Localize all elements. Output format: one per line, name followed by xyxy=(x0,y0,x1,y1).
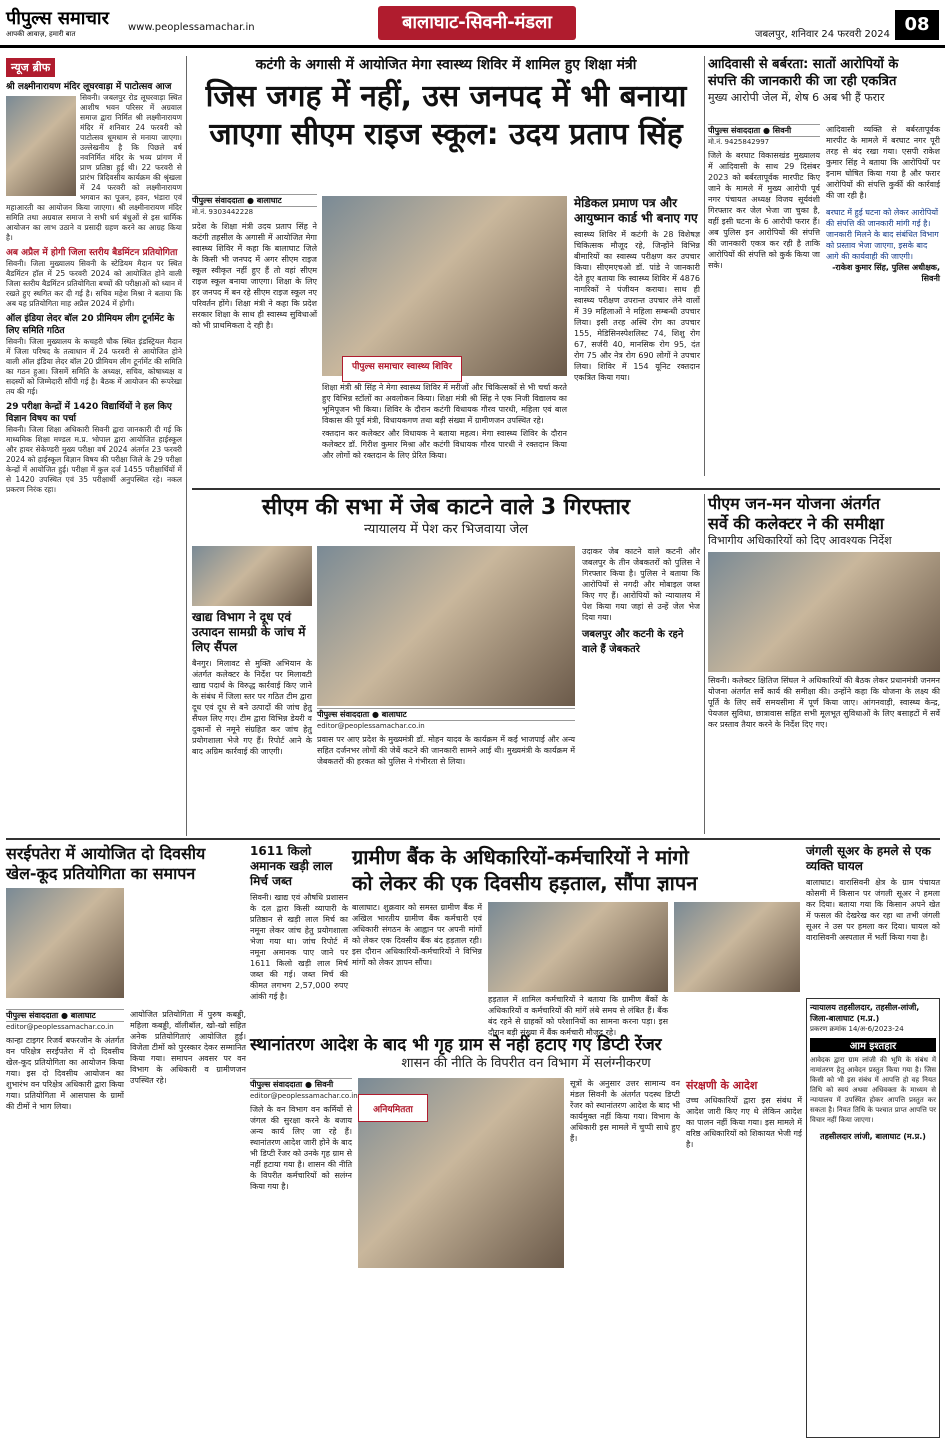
milk-product-photo xyxy=(192,546,312,606)
ranger-column-1 xyxy=(250,1078,358,1438)
tribal-headline-line1[interactable]: आदिवासी से बर्बरता: सातों आरोपियों के xyxy=(708,57,899,72)
news-brief-label: न्यूज ब्रीफ xyxy=(6,58,55,77)
tribal-column-1 xyxy=(708,124,820,472)
ranger-column-2 xyxy=(570,1078,680,1438)
bank-column-1 xyxy=(352,902,482,1028)
bank-paragraph-2: हड़ताल में शामिल कर्मचारियों ने बताया कि ग्रामीण बैंकों के अधिकारियों व कर्मचारियों की मांगें लंबे समय से लंबित हैं। बैंक बंद रहने से ग्राहकों को परेशानियों का सामना करना पड़ा। इस दौरान बड़ी संख्या में बैंक कर्मचारी मौजूद रहे। xyxy=(488,995,668,1037)
brief-headline-temple[interactable]: श्री लक्ष्मीनारायण मंदिर लूघरवाड़ा में पाटोत्सव आज xyxy=(6,82,172,92)
lead-paragraph-1: प्रदेश के शिक्षा मंत्री उदय प्रताप सिंह ने कटंगी तहसील के अगासी में आयोजित मेगा स्वास्थ्य शिविर में कहा कि बालाघाट जिले के किसी भी जनपद में अगर सीएम राइज स्कूल स्वीकृत नहीं हुए हैं तो वहां सीएम राइज स्कूल बनाया जाएगा। शिक्षा के लिए हर जनपद में बन रहे सीएम राइज स्कूल नए परिवर्तन होंगे। शिक्षा मंत्री ने कहा कि प्रदेश सरकार शिक्षा के साथ ही स्वास्थ्य सुविधाओं को भी प्राथमिकता दे रही है। xyxy=(192,222,317,330)
column-divider xyxy=(704,56,705,476)
tribal-paragraph-1: जिले के बरघाट विकासखंड मुख्यालय में आदिवासी के साथ 29 दिसंबर 2023 को बर्बरतापूर्वक मारपीट किए जाने के मामले में मुख्य आरोपी पूर्व नगर पंचायत अध्यक्ष विजय सूर्यवंशी गिरफ्तार कर जेल भेजा जा चुका है, वहीं इसी घटना के 6 आरोपी फरार हैं। अब पुलिस इन आरोपियों की संपत्ति की जानकारी एकत्र कर रही है ताकि आरोपियों की संपत्ति को कुर्क किया जा सके। xyxy=(708,151,820,270)
pm-janman-headline-line1[interactable]: पीएम जन-मन योजना अंतर्गत xyxy=(708,494,880,513)
lead-sidebar-text: स्वास्थ्य शिविर में कटंगी के 28 विशेषज्ञ चिकित्सक मौजूद रहे, जिन्होंने विभिन्न बीमारियों का स्वास्थ्य परीक्षण कर उपचार किया। सीएमएचओ डॉ. पांडे ने जानकारी देते हुए बताया कि स्वास्थ्य शिविर में 4876 नागरिकों ने पंजीयन कराया। साथ ही स्वास्थ्य परीक्षण उपरान्त उपचार लेने वालों में 39 महिलाओं ने महिला सम्बन्धी उपचार लिया। इसी तरह अस्थि रोग का उपचार 155, मेडिसिनस्पेशलिस्ट 74, शिशु रोग 67, सर्जरी 40, मानसिक रोग 95, दंत रोग 75 और नेत्र रोग 690 लोगों ने उपचार लिया। शिविर में 154 यूनिट रक्तदान एकत्रित किया गया। xyxy=(574,230,700,382)
ranger-subhead-2: संरक्षणी के आदेश xyxy=(686,1079,758,1092)
pm-janman-headline-line2[interactable]: सर्वे की कलेक्टर ने की समीक्षा xyxy=(708,514,884,533)
lead-sidebar-headline[interactable]: मेडिकल प्रमाण पत्र और आयुष्मान कार्ड भी बनाए गए xyxy=(574,196,698,225)
edition-banner: बालाघाट-सिवनी-मंडला xyxy=(378,6,576,40)
ranger-paragraph-3: उच्च अधिकारियों द्वारा इस संबंध में आदेश जारी किए गए थे लेकिन आदेश का पालन नहीं किया गया। इस मामले में वरिष्ठ अधिकारियों को शिकायत भेजी गई है। xyxy=(686,1096,802,1149)
bank-strike-photo xyxy=(488,902,668,992)
brief-text-exam: सिवनी। जिला शिक्षा अधिकारी सिवनी द्वारा जानकारी दी गई कि माध्यमिक शिक्षा मण्डल म.प्र. भोपाल द्वारा आयोजित हाईस्कूल और हायर सेकेण्डरी मुख्य परीक्षा वर्ष 2024 अंतर्गत 23 फरवरी 2024 को हाईस्कूल विज्ञान विषय की परीक्षा जिले के 29 परीक्षा केन्द्रों में आयोजित हुई। परीक्षा में कुल दर्ज 1455 परीक्षार्थियों में से 1420 उपस्थित एवं 35 परीक्षार्थी अनुपस्थित रहे। नकल प्रकरण निरंक रहा। xyxy=(6,425,182,494)
pickpocket-subhead-2: जबलपुर और कटनी के रहने वाले हैं जेबकतरे xyxy=(582,629,684,655)
ranger-story xyxy=(250,1034,802,1440)
brief-headline-badminton[interactable]: अब अप्रैल में होगी जिला स्तरीय बैडमिंटन प्रतियोगिता xyxy=(6,248,178,258)
dateline: जबलपुर, शनिवार 24 फरवरी 2024 xyxy=(755,29,890,40)
pickpocket-story xyxy=(192,494,700,834)
ranger-column-3 xyxy=(686,1078,802,1438)
notice-signature: तहसीलदार लांजी, बालाघाट (म.प्र.) xyxy=(820,1132,926,1141)
lead-column-2 xyxy=(322,382,567,484)
tribal-quote: बरघाट में हुई घटना को लेकर आरोपियों की संपत्ति की जानकारी मांगी गई है। जानकारी मिलने के बाद संबंधित विभाग को प्रस्ताव भेजा जाएगा, इसके बाद आगे की कार्यवाही की जाएगी। xyxy=(826,208,939,261)
tribal-mobile: मो.नं. 9425842997 xyxy=(708,138,770,146)
sports-paragraph-2: आयोजित प्रतियोगिता में पुरुष कबड्डी, महिला कबड्डी, वॉलीबॉल, खो-खो सहित अनेक प्रतियोगिताएं आयोजित हुईं। विजेता टीमों को पुरस्कार देकर सम्मानित किया गया। समापन अवसर पर वन विभाग के अधिकारी व ग्रामीणजन उपस्थित रहे। xyxy=(130,1010,246,1085)
tribal-column-2 xyxy=(826,124,940,472)
ranger-subheadline: शासन की नीति के विपरीत वन विभाग में सलंग्नीकरण xyxy=(401,1056,651,1071)
chili-story xyxy=(250,844,348,1024)
irregularity-tag: अनियमितता xyxy=(358,1094,428,1122)
bank-headline-line2[interactable]: को लेकर की एक दिवसीय हड़ताल, सौंपा ज्ञापन xyxy=(352,871,698,895)
boar-paragraph: बालाघाट। वारासिवनी क्षेत्र के ग्राम पंचायत कोसमी में किसान पर जंगली सूअर ने हमला कर दिया। बताया गया कि किसान अपने खेत में फसल की देखरेख कर रहा था तभी जंगली सूअर ने उस पर हमला कर दिया। घायल को वारासिवनी अस्पताल में भर्ती किया गया है। xyxy=(806,878,940,942)
tribal-story xyxy=(708,56,940,474)
bank-paragraph-1: बालाघाट। शुक्रवार को समस्त ग्रामीण बैंक में अखिल भारतीय ग्रामीण बैंक कर्मचारी एवं अधिकारी संगठन के आह्वान पर अपनी मांगों को लेकर एक दिवसीय बैंक बंद हड़ताल रही। इस दौरान अधिकारियों-कर्मचारियों ने विभिन्न मांगों को लेकर ज्ञापन सौंपा। xyxy=(352,903,482,967)
lead-headline-line2[interactable]: जाएगा सीएम राइज स्कूल: उदय प्रताप सिंह xyxy=(209,117,683,152)
section-divider xyxy=(192,488,940,490)
pickpocket-headline[interactable]: सीएम की सभा में जेब काटने वाले 3 गिरफ्तार xyxy=(261,495,631,520)
section-divider xyxy=(6,838,940,840)
boar-headline[interactable]: जंगली सूअर के हमले से एक व्यक्ति घायल xyxy=(806,844,931,873)
tribal-byline: पीपुल्स संवाददाता ● सिवनी xyxy=(708,124,820,137)
column-divider xyxy=(704,494,705,834)
brief-headline-league[interactable]: ऑल इंडिया लेदर बॉल 20 प्रीमियम लीग टूर्नामेंट के लिए समिति गठित xyxy=(6,314,175,336)
pm-janman-subheadline: विभागीय अधिकारियों को दिए आवश्यक निर्देश xyxy=(708,534,892,547)
lead-story xyxy=(192,56,700,486)
column-divider xyxy=(186,56,187,836)
logo-tagline: आपकी आवाज़, हमारी बात xyxy=(6,30,76,38)
brief-text-badminton: सिवनी। जिला मुख्यालय सिवनी के स्टेडियम मैदान पर स्थित बैडमिंटन हॉल में 25 फरवरी 2024 को आयोजित होने वाली जिला स्तरीय बैडमिंटन प्रतियोगिता बच्चों की परीक्षाओं को ध्यान में रखते हुए स्थगित कर दी गई है। सचिव महेश मिश्रा ने बताया कि अब यह प्रतियोगिता माह अप्रैल 2024 में होगी। xyxy=(6,259,182,308)
page-number: 08 xyxy=(895,10,939,40)
sports-email[interactable]: editor@peoplessamachar.co.in xyxy=(6,1023,114,1031)
sports-byline: पीपुल्स संवाददाता ● बालाघाट xyxy=(6,1009,124,1022)
ranger-byline: पीपुल्स संवाददाता ● सिवनी xyxy=(250,1078,352,1091)
bank-column-2 xyxy=(488,994,668,1037)
pickpocket-column-right xyxy=(582,546,700,832)
pickpocket-email[interactable]: editor@peoplessamachar.co.in xyxy=(317,722,425,730)
food-photo-slot xyxy=(192,546,312,606)
newspaper-logo[interactable]: पीपुल्स समाचार आपकी आवाज़, हमारी बात xyxy=(6,6,126,36)
pickpocket-subheadline: न्यायालय में पेश कर भिजवाया जेल xyxy=(363,522,529,537)
tribal-paragraph-2: आदिवासी व्यक्ति से बर्बरतापूर्वक मारपीट के मामले में बरघाट नगर पूरी तरह से बंद रखा गया। एसपी राकेश कुमार सिंह ने बताया कि आरोपियों पर इनाम घोषित किया गया है और फरार आरोपियों की संपत्ति कुर्की की कार्रवाई की जा रही है। xyxy=(826,125,940,200)
brief-text-temple: सिवनी। जबलपुर रोड लूघरवाड़ा स्थित आशीष भवन परिसर में अग्रवाल समाज द्वारा निर्मित श्री लक्ष्मीनारायण मंदिर में शनिवार 24 फरवरी को पाटोत्सव धूमधाम से मनाया जाएगा। उल्लेखनीय है कि पिछले वर्ष नवनिर्मित मंदिर के भव्य प्रांगण में प्राण प्रतिष्ठा हुई थी। 22 फरवरी से प्रारंभ त्रिदिवसीय कार्यक्रम की श्रृंखला में 24 फरवरी को लक्ष्मीनारायण भगवान का पूजन, हवन, भंडारा एवं महाआरती का आयोजन किया जाएगा। श्री लक्ष्मीनारायण मंदिर समिति तथा अग्रवाल समाज ने सभी धर्म बंधुओं से इस धार्मिक आयोजन का लाभ उठाने व प्रसादी ग्रहण करने का आग्रह किया है। xyxy=(6,93,182,242)
food-headline[interactable]: खाद्य विभाग ने दूध एवं उत्पादन सामग्री के जांच में लिए सैंपल xyxy=(192,610,306,654)
health-camp-photo-tag: पीपुल्स समाचार स्वास्थ्य शिविर xyxy=(342,356,462,382)
ranger-email[interactable]: editor@peoplessamachar.co.in xyxy=(250,1092,358,1100)
tribal-subheadline: मुख्य आरोपी जेल में, शेष 6 अब भी हैं फरार xyxy=(708,91,885,104)
lead-paragraph-2: शिक्षा मंत्री श्री सिंह ने मेगा स्वास्थ्य शिविर में मरीजों और चिकित्सकों से भी चर्चा करते हुए विभिन्न स्टॉलों का अवलोकन किया। शिक्षा मंत्री श्री सिंह ने एक निजी विद्यालय का भूमिपूजन भी किया। शिविर के दौरान कटंगी विधायक गौरव पारधी, महिला एवं बाल विकास की पूर्व मंत्री, विधायकगण तथा बड़ी संख्या में ग्रामीणजन उपस्थित रहे। xyxy=(322,383,567,425)
pickpocket-paragraph-1: प्रवास पर आए प्रदेश के मुख्यमंत्री डॉ. मोहन यादव के कार्यक्रम में कई भाजपाई और अन्य सहित दर्जनभर लोगों की जेबें कटने की जानकारी सामने आई थी। मुख्यमंत्री के कार्यक्रम में जेबकतरों की हरकत को पुलिस ने गंभीरता से लिया। xyxy=(317,735,575,766)
brief-headline-exam[interactable]: 29 परीक्षा केन्द्रों में 1420 विद्यार्थियों ने हल किए विज्ञान विषय का पर्चा xyxy=(6,402,172,424)
ranger-paragraph-1: जिले के वन विभाग वन कर्मियों से जंगल की सुरक्षा करने के बजाय अन्य कार्य लिए जा रहे हैं। स्थानांतरण आदेश जारी होने के बाद भी डिप्टी रेंजर को उनके गृह ग्राम से नहीं हटाया गया है। शासन की नीति के विपरीत कर्मचारियों को सलंग्न किया गया है। xyxy=(250,1105,352,1191)
news-brief-column xyxy=(6,56,182,686)
bank-strike-story xyxy=(352,844,800,1037)
chili-paragraph: सिवनी। खाद्य एवं औषधि प्रशासन के दल द्वारा किसी व्यापारी के प्रतिष्ठान से खड़ी लाल मिर्च का नमूना लेकर जांच हेतु प्रयोगशाला भेजा गया था। जांच रिपोर्ट में नमूना अमानक पाए जाने पर 1611 किलो खड़ी लाल मिर्च जब्त की गई। जब्त मिर्च की कीमत लगभग 2,57,000 रुपए आंकी गई है। xyxy=(250,893,348,1001)
arrested-accused-photo xyxy=(317,546,575,706)
lead-kicker: कटंगी के अगासी में आयोजित मेगा स्वास्थ्य शिविर में शामिल हुए शिक्षा मंत्री xyxy=(255,57,637,73)
notice-text: आवेदक द्वारा ग्राम लांजी की भूमि के संबंध में नामांतरण हेतु आवेदन प्रस्तुत किया गया है। जिस किसी को भी इस संबंध में आपत्ति हो वह नियत तिथि को स्वयं अथवा अधिवक्ता के माध्यम से न्यायालय में उपस्थित होकर आपत्ति प्रस्तुत कर सकता है। नियत तिथि के पश्चात प्राप्त आपत्ति पर विचार नहीं किया जाएगा। xyxy=(810,1056,936,1124)
health-camp-photo xyxy=(322,196,567,376)
chili-headline[interactable]: 1611 किलो अमानक खड़ी लाल मिर्च जब्त xyxy=(250,844,333,888)
notice-court: न्यायालय तहसीलदार, तहसील-लांजी, जिला-बालाघाट (म.प्र.) xyxy=(810,1003,920,1023)
sports-column-2 xyxy=(130,1009,246,1439)
lead-paragraph-3: रक्तदान कर कलेक्टर और विधायक ने बताया महत्व। मेगा स्वास्थ्य शिविर के दौरान कलेक्टर डॉ. गिरीश कुमार मिश्रा और कटंगी विधायक गौरव पारधी ने रक्तदान किया और लोगों को रक्तदान के लिए प्रेरित किया। xyxy=(322,429,567,460)
tribal-headline-line2[interactable]: संपत्ति की जानकारी की जा रही एकत्रित xyxy=(708,74,897,89)
legal-notice xyxy=(806,998,940,1438)
lead-sidebar xyxy=(574,196,700,486)
lead-byline: पीपुल्स संवाददाता ● बालाघाट xyxy=(192,194,317,207)
sports-event-photo xyxy=(6,888,124,998)
collector-meeting-photo xyxy=(708,552,940,672)
food-paragraph: बैनगुर। मिलावट से मुक्ति अभियान के अंतर्गत कलेक्टर के निर्देश पर मिलावटी खाद्य पदार्थ के विरुद्ध कार्रवाई किए जाने के संबंध में जिला स्तर पर गठित टीम द्वारा दूध एवं दूध से बने उत्पादों की जांच हेतु सैंपल लिए गए। टीम द्वारा विभिन्न डेयरी व दुकानों से नमूने संग्रहित कर जांच हेतु प्रयोगशाला भेजे गए हैं। रिपोर्ट आने के बाद अग्रिम कार्रवाई की जाएगी। xyxy=(192,659,312,756)
masthead xyxy=(0,0,945,48)
brief-text-league: सिवनी। जिला मुख्यालय के कचहरी चौक स्थित इंडस्ट्रियल मैदान में जिला परिषद के तत्वाधान में 24 फरवरी से आयोजित होने वाली ऑल इंडिया लेदर बॉल 20 प्रीमियम लीग टूर्नामेंट की समिति का गठन हुआ। जिसमें समिति के अध्यक्ष, सचिव, कोषाध्यक्ष व सदस्यों को जिम्मेदारी सौंपी गई है। बैठक में आयोजन की रूपरेखा तय की गई। xyxy=(6,337,182,396)
lead-mobile: मो.नं. 9303442228 xyxy=(192,208,254,216)
lead-column-1 xyxy=(192,194,317,484)
notice-case-number: प्रकरण क्रमांक 14/अ-6/2023-24 xyxy=(810,1025,904,1033)
tribal-quote-attribution: -राकेश कुमार सिंह, पुलिस अधीक्षक, सिवनी xyxy=(832,263,940,283)
sports-story xyxy=(6,844,246,1440)
sports-paragraph-1: कान्हा टाइगर रिजर्व बफरजोन के अंतर्गत वन परिक्षेत्र सरईपतेरा में दो दिवसीय खेल-कूद प्रतियोगिता का आयोजन किया गया। इस दो दिवसीय आयोजन का शुभारंभ वन परिक्षेत्र अधिकारी द्वारा किया गया। प्रतियोगिता में आसपास के ग्रामों की टीमों ने भाग लिया। xyxy=(6,1036,124,1111)
notice-title: आम इश्तहार xyxy=(810,1038,936,1052)
pickpocket-byline: पीपुल्स संवाददाता ● बालाघाट xyxy=(317,708,575,721)
pickpocket-paragraph-2: उदाकर जेब काटने वाले कटनी और जबलपुर के तीन जेबकतरों को पुलिस ने गिरफ्तार किया है। पुलिस ने बताया कि आरोपियों से नगदी और मोबाइल जब्त किए गए हैं। आरोपियों को न्यायालय में पेश किया गया जहां से उन्हें जेल भेज दिया गया। xyxy=(582,547,700,622)
sports-headline-line1[interactable]: सरईपतेरा में आयोजित दो दिवसीय xyxy=(6,844,206,863)
memorandum-photo xyxy=(674,902,800,992)
website-link[interactable]: www.peoplessamachar.in xyxy=(128,22,255,33)
ranger-paragraph-2: सूत्रों के अनुसार उत्तर सामान्य वन मंडल सिवनी के अंतर्गत पदस्थ डिप्टी रेंजर को स्थानांतरण आदेश के बाद भी कार्यमुक्त नहीं किया गया। विभाग के अधिकारी इस मामले में चुप्पी साधे हुए हैं। xyxy=(570,1079,680,1143)
pm-janman-paragraph: सिवनी। कलेक्टर क्षितिज सिंघल ने अधिकारियों की बैठक लेकर प्रधानमंत्री जनमन योजना अंतर्गत सर्वे कार्य की समीक्षा की। उन्होंने कहा कि योजना के लक्ष्य की पूर्ति के लिए सर्वे समयसीमा में पूर्ण किया जाए। आंगनवाड़ी, स्वास्थ्य केन्द्र, पेयजल सुविधा, छात्रावास सहित सभी मूलभूत सुविधाओं के लिए बसाहटों में सर्वे कर प्रस्ताव तैयार करने के निर्देश दिए गए। xyxy=(708,676,940,729)
lead-headline-line1[interactable]: जिस जगह में नहीं, उस जनपद में भी बनाया xyxy=(205,79,687,114)
sports-column-1 xyxy=(6,1009,124,1439)
boar-attack-story xyxy=(806,844,940,994)
bank-headline-line1[interactable]: ग्रामीण बैंक के अधिकारियों-कर्मचारियों ने मांगो xyxy=(352,845,689,869)
temple-photo xyxy=(6,96,76,196)
pickpocket-columns xyxy=(317,708,575,832)
pm-janman-story xyxy=(708,494,940,834)
food-story xyxy=(192,610,312,832)
sports-headline-line2[interactable]: खेल-कूद प्रतियोगिता का समापन xyxy=(6,864,196,883)
ranger-headline[interactable]: स्थानांतरण आदेश के बाद भी गृह ग्राम से नहीं हटाए गए डिप्टी रेंजर xyxy=(250,1035,662,1055)
